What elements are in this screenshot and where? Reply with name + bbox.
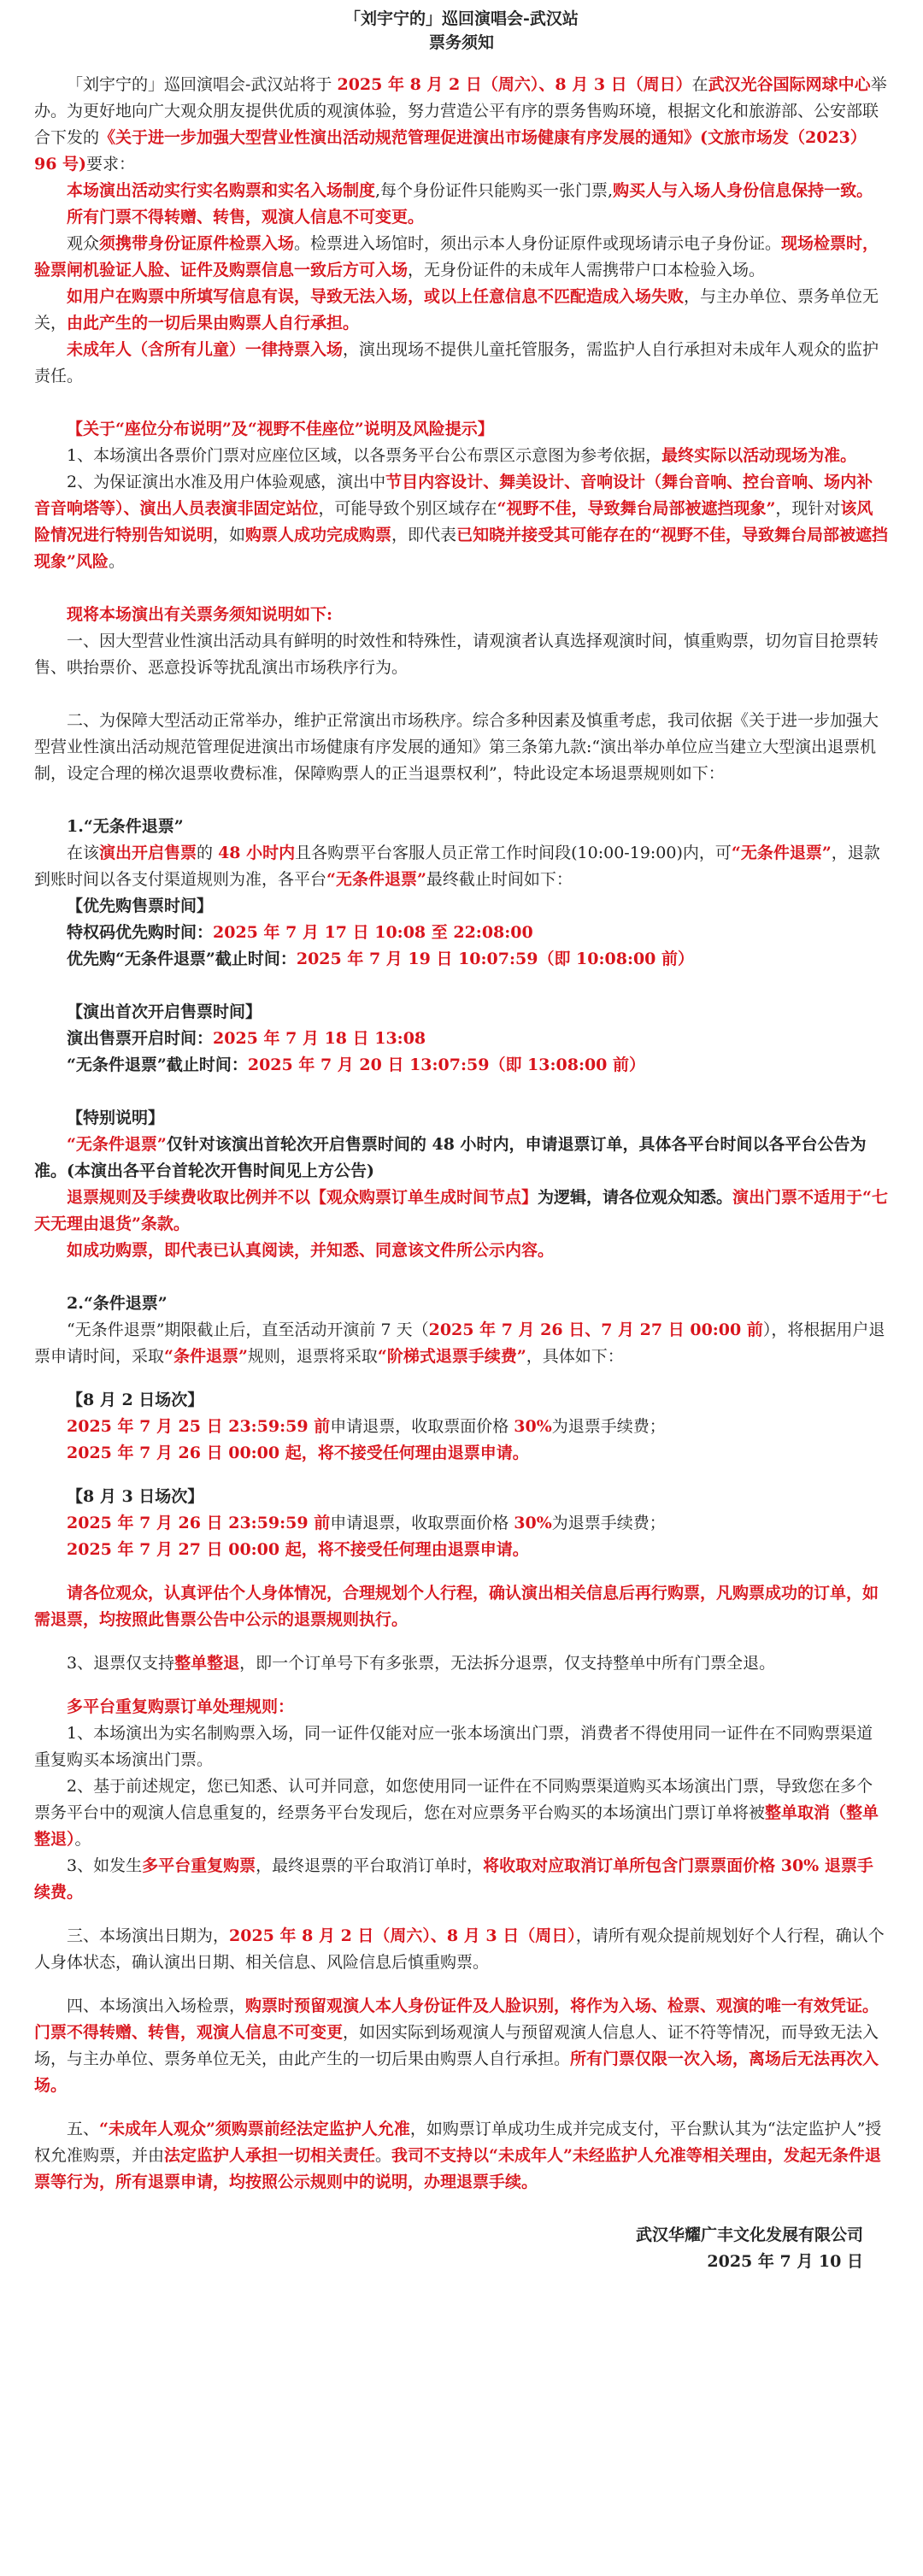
presale-refund-label: 优先购“无条件退票”截止时间： — [67, 950, 297, 968]
minor-rule — [34, 337, 889, 390]
text-run: “无条件退票” — [326, 870, 426, 889]
multi-platform-rule-1: 1、本场演出为实名制购票入场，同一证件仅能对应一张本场演出门票，消费者不得使用同一证件在不同购票渠道重复购买本场演出门票。 — [34, 1724, 873, 1769]
text-run: 30% — [514, 1514, 552, 1532]
text-run: 最终实际以活动现场为准。 — [661, 446, 857, 465]
text-run: 最终截止时间如下： — [426, 870, 573, 889]
signature-date: 2025 年 7 月 10 日 — [707, 2252, 863, 2271]
text-run: “条件退票” — [164, 1347, 248, 1366]
text-run: ，最终退票的平台取消订单时， — [256, 1856, 484, 1875]
first-sale-refund-line — [34, 1052, 889, 1079]
text-run: 为退票手续费； — [551, 1514, 666, 1532]
conditional-refund-text — [34, 1317, 889, 1370]
text-run: 「刘宇宁的」巡回演唱会-武汉站将于 — [67, 75, 338, 94]
text-run: ，演出现场不提供儿童托管服务，需监护人自行承担对未成年人观众的监护责任。 — [34, 340, 879, 385]
text-run: ），将根据用户退票申请时间，采取 — [34, 1320, 885, 1366]
text-run: “无条件退票” — [67, 1135, 167, 1154]
text-run: 退票规则及手续费收取比例并不以 — [67, 1188, 311, 1207]
multi-platform-rule-2 — [34, 1773, 889, 1853]
first-sale-open-label: 演出售票开启时间： — [67, 1029, 214, 1048]
text-run: 须携带身份证原件检票入场 — [99, 234, 295, 253]
presale-refund-value: 2025 年 7 月 19 日 10:07:59（即 10:08:00 前） — [296, 950, 695, 968]
id-check-rule — [34, 231, 889, 284]
text-run: “视野不佳，导致舞台局部被遮挡现象” — [497, 499, 776, 518]
text-run: 节目内容设计、舞美设计、音响设计（舞台音响、控台音响、场内补音音响塔等）、演出人员表演非固定站位 — [34, 473, 873, 518]
text-run: 。检票进入场馆时，须出示本人身份证原件或现场请示电子身份证。 — [294, 234, 782, 253]
section-four — [34, 1993, 889, 2099]
whole-order-refund-rule — [34, 1650, 889, 1677]
title-line-1: 「刘宇宁的」巡回演唱会-武汉站 — [344, 9, 579, 28]
conditional-refund-heading: 2.“条件退票” — [67, 1294, 168, 1313]
text-run: 2025 年 7 月 26 日、7 月 27 日 00:00 前 — [428, 1320, 763, 1339]
text-run: 48 小时内 — [218, 844, 296, 862]
text-run: 我司不支持以“未成年人”未经监护人允准等相关理由，发起无条件退票等行为，所有退票申请，均按照公示规则中的说明，办理退票手续。 — [34, 2146, 881, 2191]
text-run: 2、为保证演出水准及用户体验观感，演出中 — [67, 473, 386, 491]
text-run: 法定监护人承担一切相关责任 — [164, 2146, 376, 2165]
text-run: 规则，退票将采取 — [247, 1347, 378, 1366]
text-run: ，退款到账时间以各支付渠道规则为准，各平台 — [34, 844, 880, 889]
presale-open-line — [34, 920, 889, 946]
info-error-rule — [34, 284, 889, 337]
text-run: 将收取对应取消订单所包含门票票面价格 30% 退票手续费。 — [34, 1856, 873, 1902]
text-run: 《关于进一步加强大型营业性演出活动规范管理促进演出市场健康有序发展的通知》(文旅市场发（2023）96 号) — [34, 128, 867, 173]
text-run: 三、本场演出日期为， — [67, 1926, 230, 1945]
text-run: 【观众购票订单生成时间节点】 — [310, 1188, 538, 1207]
text-run: 演出开启售票 — [99, 844, 197, 862]
aug2-heading: 【8 月 2 日场次】 — [67, 1391, 204, 1409]
text-run: ,每个身份证件只能购买一张门票, — [375, 181, 614, 200]
intro-paragraph — [34, 72, 889, 178]
text-run: 未成年人（含所有儿童）一律持票入场 — [67, 340, 344, 359]
text-run: 30% — [514, 1417, 552, 1436]
aug2-line-2: 2025 年 7 月 26 日 00:00 起，将不接受任何理由退票申请。 — [67, 1444, 529, 1462]
text-run: ，可能导致个别区域存在 — [318, 499, 497, 518]
text-run: 四、本场演出入场检票， — [67, 1997, 246, 2015]
multi-platform-rule-3 — [34, 1853, 889, 1906]
text-run: 2、基于前述规定，您已知悉、认可并同意，如您使用同一证件在不同购票渠道购买本场演出门票，导致您在多个票务平台中的观演人信息重复的，经票务平台发现后，您在对应票务平台购买的本场演出门票订单将被 — [34, 1777, 873, 1822]
section-three — [34, 1923, 889, 1976]
assessment-warning: 请各位观众，认真评估个人身体情况，合理规划个人行程，确认演出相关信息后再行购票，凡购票成功的订单，如需退票，均按照此售票公告中公示的退票规则执行。 — [34, 1584, 879, 1629]
seat-paragraph-2 — [34, 469, 889, 575]
text-run: 2025 年 8 月 2 日（周六）、8 月 3 日（周日） — [337, 75, 692, 94]
text-run: 整单整退 — [174, 1654, 240, 1673]
text-run: 1、本场演出各票价门票对应座位区域，以各票务平台公布票区示意图为参考依据， — [67, 446, 662, 465]
text-run: ，如因实际到场观演人与预留观演人信息人、证不符等情况，而导致无法入场，与主办单位、票务单位无关，由此产生的一切后果由购票人自行承担。 — [34, 2023, 879, 2068]
document-title — [34, 7, 889, 55]
notice-heading: 现将本场演出有关票务须知说明如下: — [67, 605, 333, 624]
text-run: 该风险情况进行特别告知说明 — [34, 499, 873, 544]
text-run: ，现针对 — [775, 499, 841, 518]
text-run: 多平台重复购票 — [142, 1856, 256, 1875]
aug2-line-1 — [34, 1414, 889, 1440]
text-run: 现场检票时，验票闸机验证人脸、证件及购票信息一致后方可入场 — [34, 234, 879, 279]
text-run: “无条件退票”期限截止后，直至活动开演前 7 天（ — [67, 1320, 429, 1339]
text-run: 的 — [197, 844, 219, 862]
text-run: 购票人成功完成购票 — [245, 526, 392, 544]
first-sale-open-value: 2025 年 7 月 18 日 13:08 — [213, 1029, 426, 1048]
text-run: ，如购票订单成功生成并完成支付，平台默认其为“法定监护人”授权允准购票，并由 — [34, 2120, 882, 2165]
multi-platform-heading: 多平台重复购票订单处理规则： — [67, 1697, 295, 1716]
special-note-1 — [34, 1132, 889, 1185]
special-note-3: 如成功购票，即代表已认真阅读，并知悉、同意该文件所公示内容。 — [67, 1241, 555, 1260]
special-note-2 — [34, 1185, 889, 1238]
section-five — [34, 2116, 889, 2196]
first-sale-heading: 【演出首次开启售票时间】 — [67, 1003, 262, 1021]
text-run: ，具体如下： — [526, 1347, 624, 1366]
seat-heading: 【关于“座位分布说明”及“视野不佳座位”说明及风险提示】 — [67, 420, 494, 438]
ticket-notice-document — [34, 0, 889, 2275]
first-sale-refund-label: “无条件退票”截止时间： — [67, 1056, 248, 1074]
aug3-heading: 【8 月 3 日场次】 — [67, 1487, 204, 1506]
text-run: 由此产生的一切后果由购票人自行承担。 — [67, 314, 360, 332]
text-run: 2025 年 7 月 25 日 23:59:59 前 — [67, 1417, 331, 1436]
text-run: ，无身份证件的未成年人需携带户口本检验入场。 — [408, 261, 766, 279]
text-run: 。 — [375, 2146, 392, 2165]
text-run: “未成年人观众”须购票前经法定监护人允准 — [99, 2120, 410, 2138]
text-run: 要求： — [86, 155, 136, 173]
text-run: 2025 年 8 月 2 日（周六）、8 月 3 日（周日） — [229, 1926, 576, 1945]
text-run: 且各购票平台客服人员正常工作时间段(10:00-19:00)内，可 — [295, 844, 732, 862]
text-run: ，请所有观众提前规划好个人行程，确认个人身体状态，确认演出日期、相关信息、风险信息后慎重购票。 — [34, 1926, 885, 1972]
text-run: ，与主办单位、票务单位无关， — [34, 287, 879, 332]
text-run: 在该 — [67, 844, 100, 862]
text-run: 举办。为更好地向广大观众朋友提供优质的观演体验，努力营造公平有序的票务售购环境，根据文化和旅游部、公安部联合下发的 — [34, 75, 887, 147]
text-run: 本场演出活动实行实名购票和实名入场制度 — [67, 181, 376, 200]
text-run: 整单取消（整单整退） — [34, 1803, 879, 1849]
text-run: 。 — [108, 552, 125, 571]
text-run: 武汉光谷国际网球中心 — [708, 75, 871, 94]
aug3-line-1 — [34, 1510, 889, 1537]
special-note-heading: 【特别说明】 — [67, 1109, 165, 1127]
seat-paragraph-1 — [34, 443, 889, 469]
unconditional-refund-heading: 1.“无条件退票” — [67, 817, 184, 836]
notice-paragraph-1: 一、因大型营业性演出活动具有鲜明的时效性和特殊性，请观演者认真选择观演时间，慎重购票，切勿盲目抢票转售、哄抬票价、恶意投诉等扰乱演出市场秩序行为。 — [34, 632, 879, 677]
text-run: 申请退票，收取票面价格 — [330, 1417, 514, 1436]
text-run: 申请退票，收取票面价格 — [330, 1514, 514, 1532]
first-sale-open-line — [34, 1026, 889, 1052]
text-run: ，即代表 — [391, 526, 457, 544]
text-run: 在 — [691, 75, 708, 94]
presale-refund-line — [34, 946, 889, 973]
text-run: ，如 — [213, 526, 246, 544]
text-run: 购票时预留观演人本人身份证件及人脸识别，将作为入场、检票、观演的唯一有效凭证。门票不得转赠、转售，观演人信息不可变更 — [34, 1997, 879, 2042]
notice-paragraph-2: 二、为保障大型活动正常举办，维护正常演出市场秩序。综合多种因素及慎重考虑，我司依据《关于进一步加强大型营业性演出活动规范管理促进演出市场健康有序发展的通知》第三条第九款:“演出举办单位应当建立大型演出退票机制，设定合理的梯次退票收费标准，保障购票人的正当退票权利”，特此设定本场退票规则如下： — [34, 711, 879, 783]
text-run: 演出门票不适用于“七天无理由退货”条款。 — [34, 1188, 888, 1233]
presale-open-value: 2025 年 7 月 17 日 10:08 至 22:08:00 — [213, 923, 533, 942]
presale-heading: 【优先购售票时间】 — [67, 897, 214, 915]
text-run: 2025 年 7 月 26 日 23:59:59 前 — [67, 1514, 331, 1532]
aug3-line-2: 2025 年 7 月 27 日 00:00 起，将不接受任何理由退票申请。 — [67, 1540, 529, 1559]
text-run: 3、退票仅支持 — [67, 1654, 175, 1673]
text-run: 所有门票仅限一次入场，离场后无法再次入场。 — [34, 2050, 879, 2095]
text-run: 已知晓并接受其可能存在的“视野不佳，导致舞台局部被遮挡现象”风险 — [34, 526, 888, 571]
text-run: “阶梯式退票手续费” — [377, 1347, 526, 1366]
title-line-2: 票务须知 — [428, 33, 494, 52]
text-run: 所有门票不得转赠、转售，观演人信息不可变更。 — [67, 208, 425, 226]
presale-open-label: 特权码优先购时间： — [67, 923, 214, 942]
text-run: 购买人与入场人身份信息保持一致。 — [613, 181, 873, 200]
realname-rule — [34, 178, 889, 204]
text-run: 为逻辑，请各位观众知悉。 — [538, 1188, 733, 1207]
text-run: ，即一个订单号下有多张票，无法拆分退票，仅支持整单中所有门票全退。 — [239, 1654, 776, 1673]
unconditional-refund-text — [34, 840, 889, 893]
text-run: 如用户在购票中所填写信息有误，导致无法入场，或以上任意信息不匹配造成入场失败 — [67, 287, 685, 306]
first-sale-refund-value: 2025 年 7 月 20 日 13:07:59（即 13:08:00 前） — [247, 1056, 646, 1074]
no-transfer-rule — [34, 204, 889, 231]
text-run: “无条件退票” — [731, 844, 832, 862]
text-run: 五、 — [67, 2120, 100, 2138]
text-run: 为退票手续费； — [551, 1417, 666, 1436]
text-run: 观众 — [67, 234, 100, 253]
text-run: 3、如发生 — [67, 1856, 143, 1875]
text-run: 仅针对该演出首轮次开启售票时间的 48 小时内，申请退票订单，具体各平台时间以各平台公告为准。(本演出各平台首轮次开售时间见上方公告) — [34, 1135, 867, 1180]
text-run: 。 — [74, 1830, 91, 1849]
signature-company: 武汉华耀广丰文化发展有限公司 — [635, 2226, 863, 2244]
